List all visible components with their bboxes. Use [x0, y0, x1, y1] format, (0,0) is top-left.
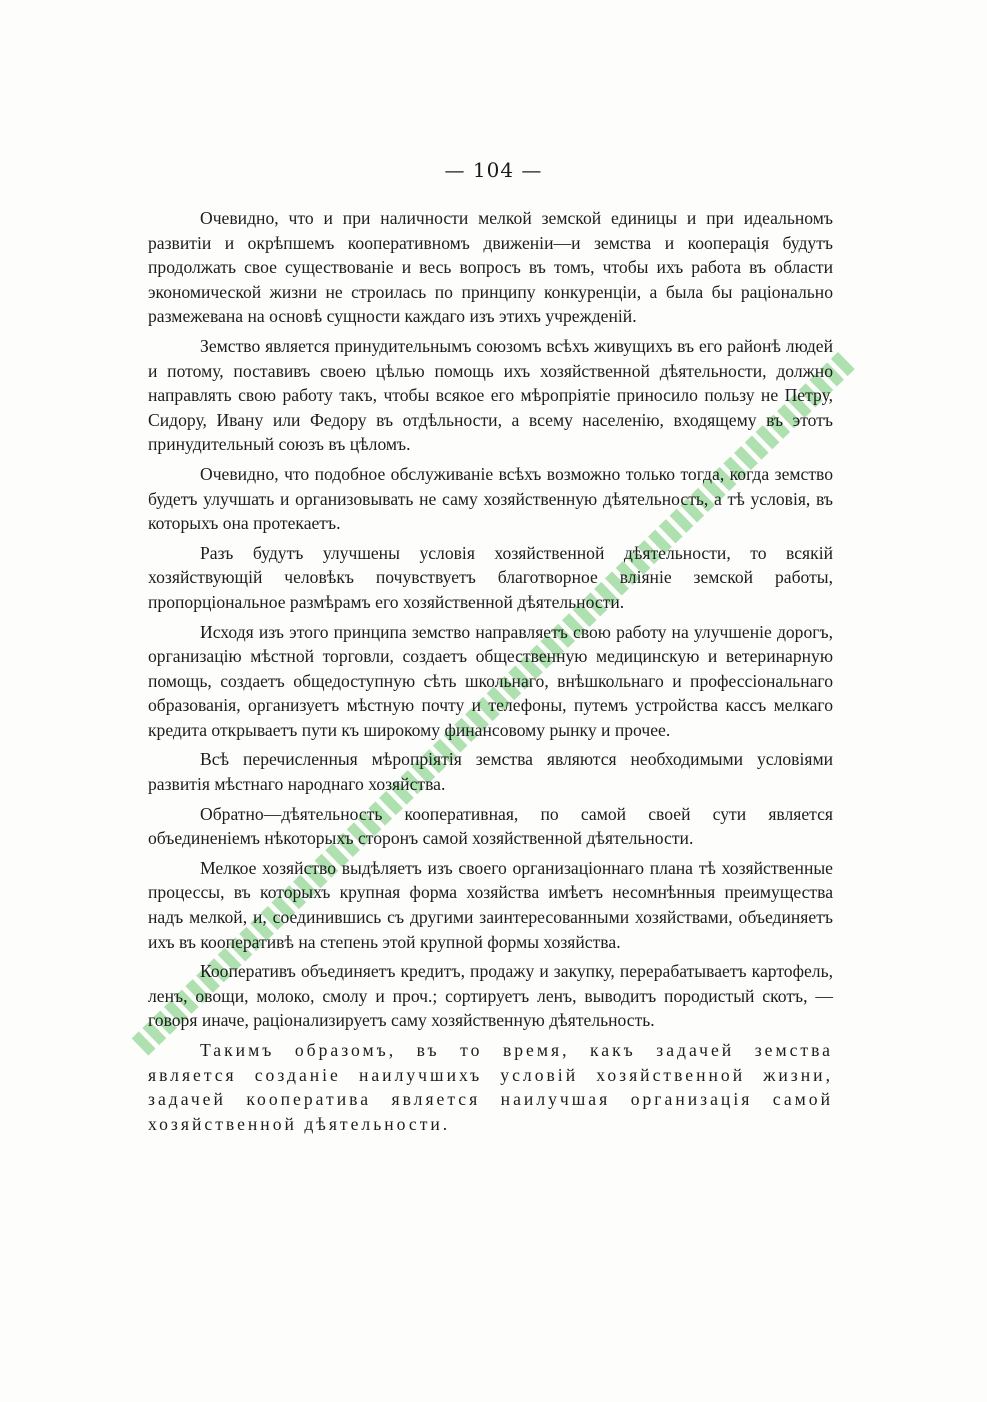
page-number: — 104 —: [444, 158, 543, 182]
paragraph-3: Очевидно, что подобное обслуживаніе всѣхъ возможно только тогда, когда земство будетъ улучшать и организовывать не саму хозяйственную дѣятельность, а тѣ условія, въ которыхъ она протекаетъ.: [148, 463, 833, 534]
paragraph-6: Всѣ перечисленныя мѣропріятія земства являются необходимыми условіями развитія мѣстнаго народнаго хозяйства.: [148, 749, 833, 795]
body-text: [148, 206, 833, 1141]
paragraph-10: Такимъ образомъ, въ то время, какъ задачей земства является созданіе наилучшихъ условій хозяйственной жизни, задачей кооператива является наилучшая организація самой хозяйственной дѣятельности.: [148, 1040, 833, 1134]
paragraph-8: Мелкое хозяйство выдѣляетъ изъ своего организаціоннаго плана тѣ хозяйственные процессы, въ которыхъ крупная форма хозяйства имѣетъ несомнѣнныя преимущества надъ мелкой, и, соединившись съ другими заинтересованными хозяйствами, объединяетъ ихъ въ кооперативѣ на степень этой крупной формы хозяйства.: [148, 857, 833, 952]
paragraph-2: Земство является принудительнымъ союзомъ всѣхъ живущихъ въ его районѣ людей и потому, поставивъ своею цѣлью помощь ихъ хозяйственной дѣятельности, должно направлять свою работу такъ, чтобы всякое его мѣропріятіе приносило пользу не Петру, Сидору, Ивану или Федору въ отдѣльности, а всему населенію, входящему въ этотъ принудительный союзъ въ цѣломъ.: [148, 335, 833, 455]
paragraph-9: Кооперативъ объединяетъ кредитъ, продажу и закупку, перерабатываетъ картофель, ленъ, овощи, молоко, смолу и проч.; сортируетъ ленъ, выводитъ породистый скотъ, — говоря иначе, раціонализируетъ саму хозяйственную дѣятельность.: [148, 961, 833, 1031]
paragraph-4: Разъ будутъ улучшены условія хозяйственной дѣятельности, то всякій хозяйствующій человѣкъ почувствуетъ благотворное вліяніе земской работы, пропорціональное размѣрамъ его хозяйственной дѣятельности.: [148, 542, 833, 612]
paragraph-1: Очевидно, что и при наличности мелкой земской единицы и при идеальномъ развитіи и окрѣпшемъ кооперативномъ движеніи—и земства и кооперація будутъ продолжать свое существованіе и весь вопросъ въ томъ, чтобы ихъ работа въ области экономической жизни не строилась по принципу конкуренціи, а была бы раціонально размежевана на основѣ сущности каждаго изъ этихъ учрежденій.: [148, 208, 833, 327]
paragraph-5: Исходя изъ этого принципа земство направляетъ свою работу на улучшеніе дорогъ, организацію мѣстной торговли, создаетъ общественную медицинскую и ветеринарную помощь, создаетъ общедоступную сѣть школьнаго, внѣшкольнаго и профессіональнаго образованія, организуетъ мѣстную почту и телефоны, путемъ устройства кассъ мелкаго кредита открываетъ пути къ широкому финансовому рынку и прочее.: [148, 621, 833, 740]
paragraph-7: Обратно—дѣятельность кооперативная, по самой своей сути является объединеніемъ нѣкоторыхъ сторонъ самой хозяйственной дѣятельности.: [148, 803, 833, 849]
